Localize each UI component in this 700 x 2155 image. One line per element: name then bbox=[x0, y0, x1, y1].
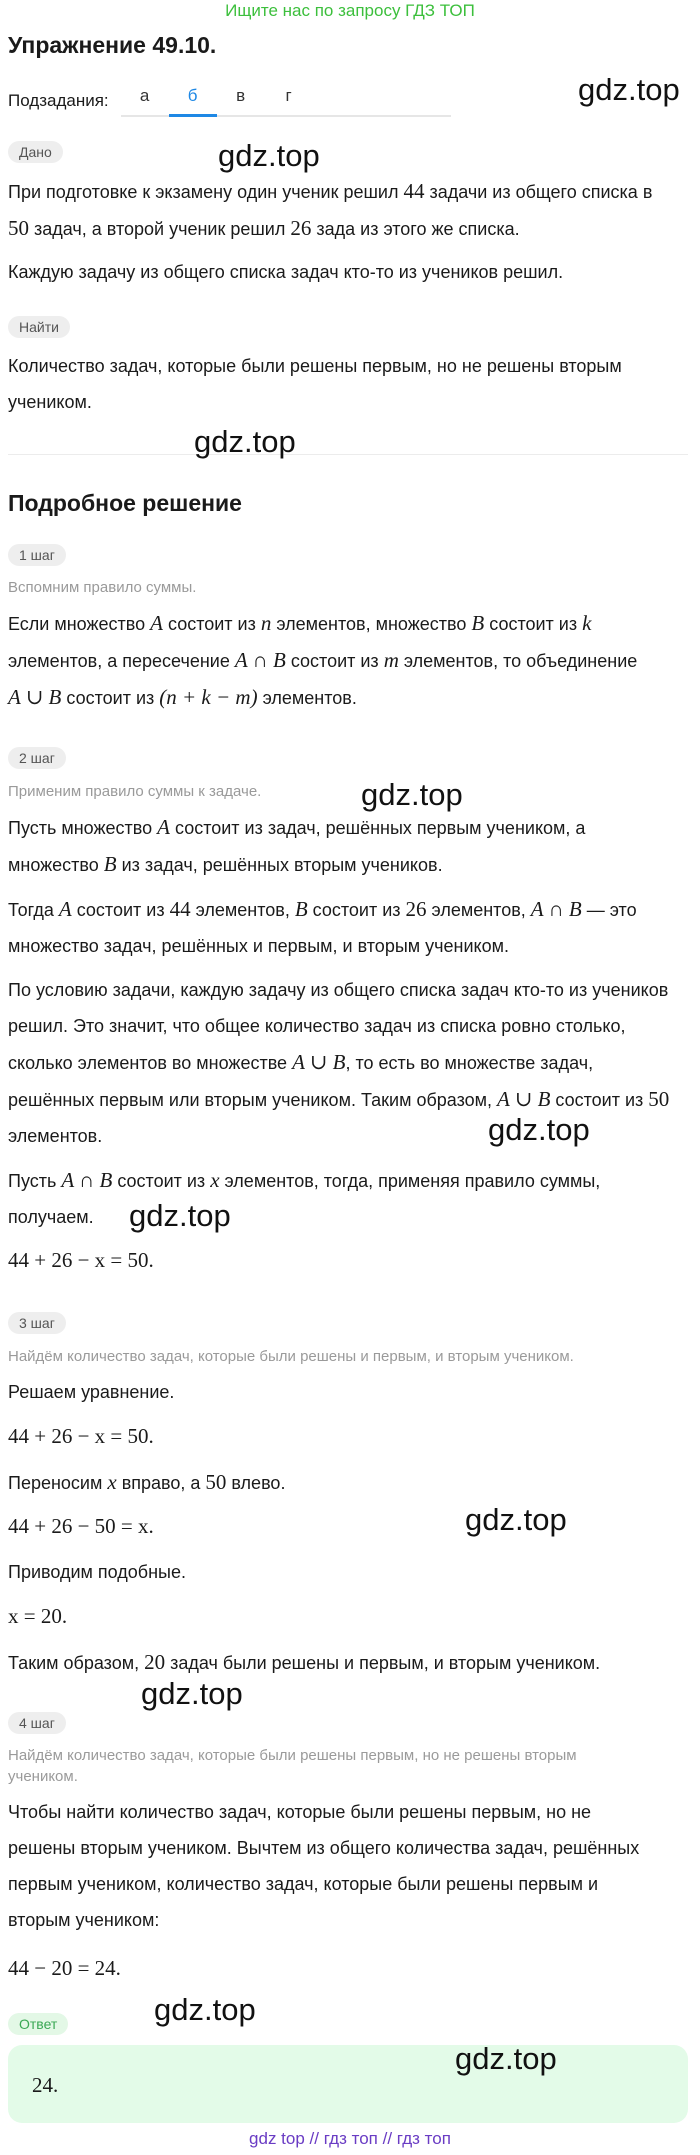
watermark: gdz.top bbox=[194, 424, 296, 459]
footer-link-3[interactable]: гдз топ bbox=[396, 2129, 451, 2148]
step-2-text-3: По условию задачи, каждую задачу из общего списка задач кто-то из учеников решил. Это значит, что общее количество задач из списка ровно столько, сколько элементов во множестве A ∪ B, то есть во множестве задач, решённых первым или вторым учеником. Таким образом, A ∪ B состоит из 50 элементов. bbox=[8, 980, 670, 1146]
footer-separator: // bbox=[309, 2129, 319, 2148]
watermark: gdz.top bbox=[578, 72, 680, 107]
watermark: gdz.top bbox=[129, 1198, 231, 1233]
watermark: gdz.top bbox=[154, 1992, 256, 2027]
step-2-text-4: Пусть A ∩ B состоит из x элементов, тогда, применяя правило суммы, получаем. bbox=[8, 1168, 601, 1227]
step-1-hint: Вспомним правило суммы. bbox=[8, 579, 197, 596]
step-1-pill: 1 шаг bbox=[8, 544, 66, 566]
search-banner: Ищите нас по запросу ГДЗ ТОП bbox=[225, 1, 475, 20]
step-3-equation-2: 44 + 26 − 50 = x. bbox=[8, 1514, 154, 1538]
watermark: gdz.top bbox=[361, 777, 463, 812]
step-3-line-1: Решаем уравнение. bbox=[8, 1382, 175, 1402]
answer-value: 24. bbox=[32, 2073, 59, 2097]
tab-v[interactable]: в bbox=[236, 86, 246, 105]
step-3-pill: 3 шаг bbox=[8, 1312, 66, 1334]
step-3-equation-1: 44 + 26 − x = 50. bbox=[8, 1424, 154, 1448]
watermark: gdz.top bbox=[465, 1502, 567, 1537]
watermark: gdz.top bbox=[218, 138, 320, 173]
subtasks-bar bbox=[8, 84, 451, 117]
step-2-text-1: Пусть множество A состоит из задач, решённых первым учеником, а множество B из задач, решённых вторым учеников. bbox=[8, 815, 586, 876]
subtasks-label: Подзадания: bbox=[8, 90, 109, 110]
page-title: Упражнение 49.10. bbox=[8, 32, 217, 58]
step-4-hint: Найдём количество задач, которые были решены первым, но не решены вторым учеником. bbox=[8, 1747, 577, 1785]
subtask-tabs bbox=[121, 84, 451, 117]
step-2-hint: Применим правило суммы к задаче. bbox=[8, 783, 262, 800]
footer-separator: // bbox=[382, 2129, 393, 2148]
step-3-line-2: Переносим x вправо, а 50 влево. bbox=[8, 1470, 286, 1494]
divider bbox=[8, 454, 688, 455]
step-1-text: Если множество A состоит из n элементов, множество B состоит из k элементов, а пересечение A ∩ B состоит из m элементов, то объединение A ∪ B состоит из (n + k − m) элементов. bbox=[8, 611, 638, 709]
step-3-hint: Найдём количество задач, которые были решены и первым, и вторым учеником. bbox=[8, 1348, 574, 1365]
watermark: gdz.top bbox=[141, 1676, 243, 1711]
find-pill: Найти bbox=[8, 316, 70, 338]
step-3-line-4: Таким образом, 20 задач были решены и первым, и вторым учеником. bbox=[8, 1650, 601, 1674]
given-text-2: Каждую задачу из общего списка задач кто-то из учеников решил. bbox=[8, 262, 564, 282]
step-4-pill: 4 шаг bbox=[8, 1712, 66, 1734]
solution-title: Подробное решение bbox=[8, 490, 242, 516]
step-2-text-2: Тогда A состоит из 44 элементов, B состоит из 26 элементов, A ∩ B — это множество задач, решённых и первым, и вторым учеником. bbox=[8, 897, 637, 956]
footer-link-1[interactable]: gdz top bbox=[249, 2129, 305, 2148]
tab-b[interactable]: б bbox=[169, 84, 217, 117]
given-text: При подготовке к экзамену один ученик решил 44 задачи из общего списка в 50 задач, а второй ученик решил 26 зада из этого же списка. bbox=[8, 179, 653, 240]
step-3-line-3: Приводим подобные. bbox=[8, 1562, 186, 1582]
footer-link-2[interactable]: гдз топ bbox=[323, 2129, 378, 2148]
answer-pill: Ответ bbox=[8, 2013, 68, 2035]
answer-box bbox=[8, 2045, 688, 2123]
tab-g[interactable]: г bbox=[285, 86, 292, 105]
footer-links bbox=[0, 2127, 700, 2151]
step-3-equation-3: x = 20. bbox=[8, 1604, 68, 1628]
given-pill: Дано bbox=[8, 141, 63, 163]
watermark: gdz.top bbox=[455, 2041, 557, 2076]
tab-a[interactable]: а bbox=[139, 86, 150, 105]
step-2-equation: 44 + 26 − x = 50. bbox=[8, 1248, 154, 1272]
find-text: Количество задач, которые были решены первым, но не решены вторым учеником. bbox=[8, 356, 622, 412]
step-4-equation: 44 − 20 = 24. bbox=[8, 1956, 121, 1980]
watermark: gdz.top bbox=[488, 1112, 590, 1147]
step-2-pill: 2 шаг bbox=[8, 747, 66, 769]
step-4-text: Чтобы найти количество задач, которые были решены первым, но не решены вторым учеником. Вычтем из общего количества задач, решённых первым учеником, количество задач, которые были решены первым и вторым учеником: bbox=[8, 1802, 640, 1930]
